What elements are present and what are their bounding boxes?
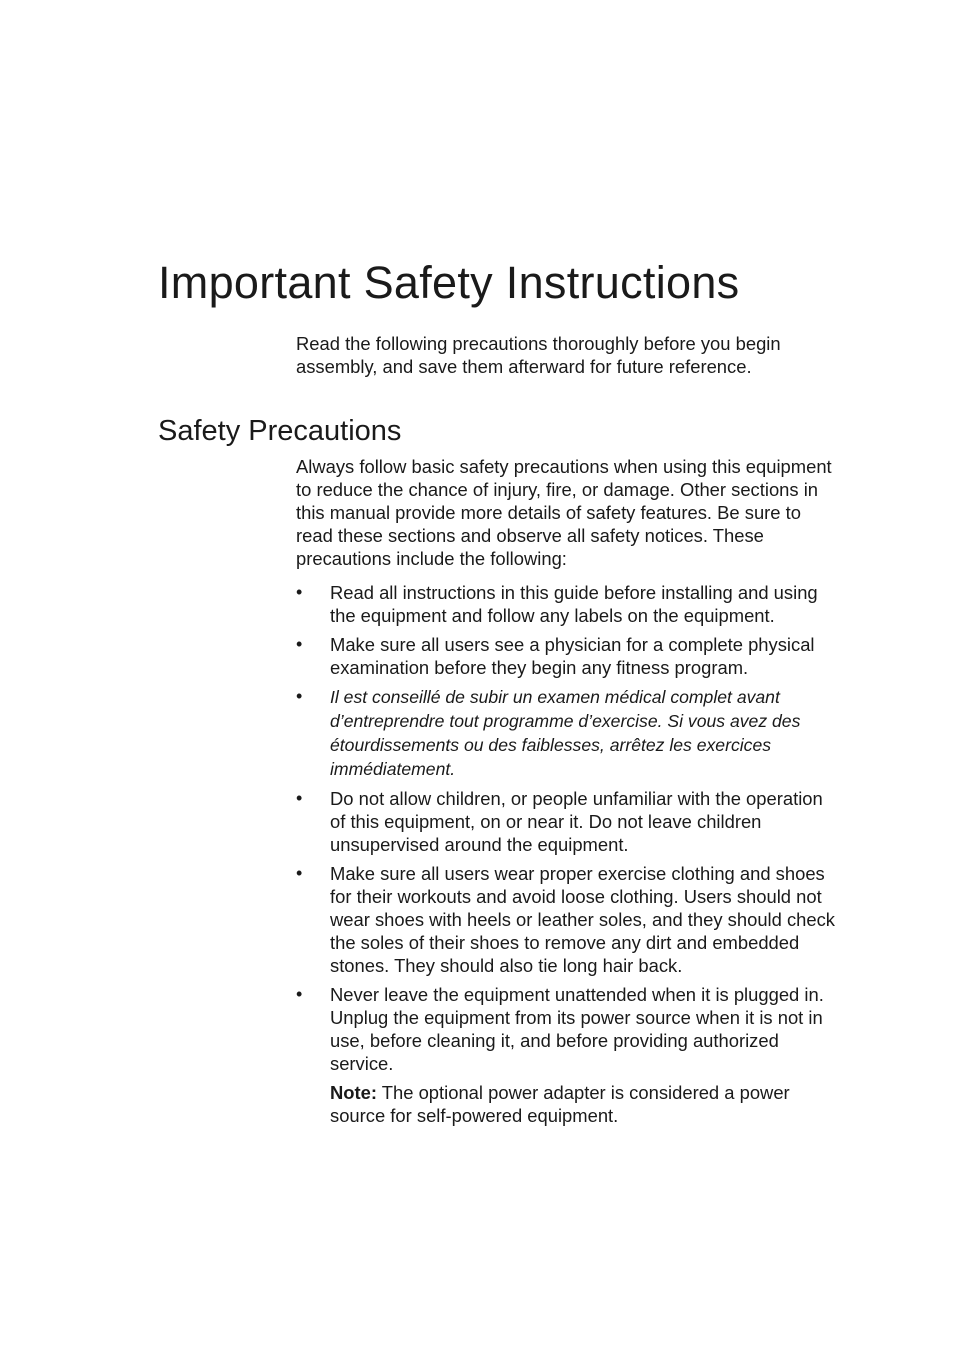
bullet-icon: • (296, 984, 303, 1004)
list-item-text: Never leave the equipment unattended when it is plugged in. Unplug the equipment from its power source when it is not in use, before cleaning it, and before providing authorized service. (330, 984, 824, 1074)
intro-paragraph: Read the following precautions thoroughly before you begin assembly, and save them afterward for future reference. (296, 333, 781, 377)
list-item (296, 983, 841, 1127)
note-text: The optional power adapter is considered a power source for self-powered equipment. (330, 1082, 790, 1126)
note-paragraph (330, 1081, 841, 1127)
list-item-text: Il est conseillé de subir un examen médical complet avant d’entreprendre tout programme d’exercise. Si vous avez des étourdissements ou des faiblesses, arrêtez les exercices immédiatement. (330, 687, 801, 779)
page-title: Important Safety Instructions (158, 257, 740, 308)
bullet-icon: • (296, 686, 303, 706)
bullet-icon: • (296, 582, 303, 602)
list-item (296, 685, 841, 781)
section-heading: Safety Precautions (158, 415, 402, 447)
list-item-text: Read all instructions in this guide before installing and using the equipment and follow any labels on the equipment. (330, 582, 818, 626)
note-label: Note: (330, 1082, 377, 1103)
list-item (296, 787, 841, 856)
list-item (296, 862, 841, 977)
bullet-icon: • (296, 863, 303, 883)
list-item (296, 633, 841, 679)
list-item-text: Do not allow children, or people unfamiliar with the operation of this equipment, on or near it. Do not leave children unsupervised around the equipment. (330, 788, 823, 855)
list-item-text: Make sure all users wear proper exercise clothing and shoes for their workouts and avoid loose clothing. Users should not wear shoes with heels or leather soles, and they should check the soles of their shoes to remove any dirt and embedded stones. They should also tie long hair back. (330, 863, 836, 976)
precautions-list (296, 581, 841, 1127)
bullet-icon: • (296, 788, 303, 808)
list-item-text: Make sure all users see a physician for a complete physical examination before they begin any fitness program. (330, 634, 815, 678)
list-item (296, 581, 841, 627)
bullet-icon: • (296, 634, 303, 654)
section-body (296, 455, 841, 1133)
section-lead-paragraph: Always follow basic safety precautions when using this equipment to reduce the chance of injury, fire, or damage. Other sections in this manual provide more details of safety features. Be sure to read these sections and observe all safety notices. These precautions include the following: (296, 456, 832, 569)
